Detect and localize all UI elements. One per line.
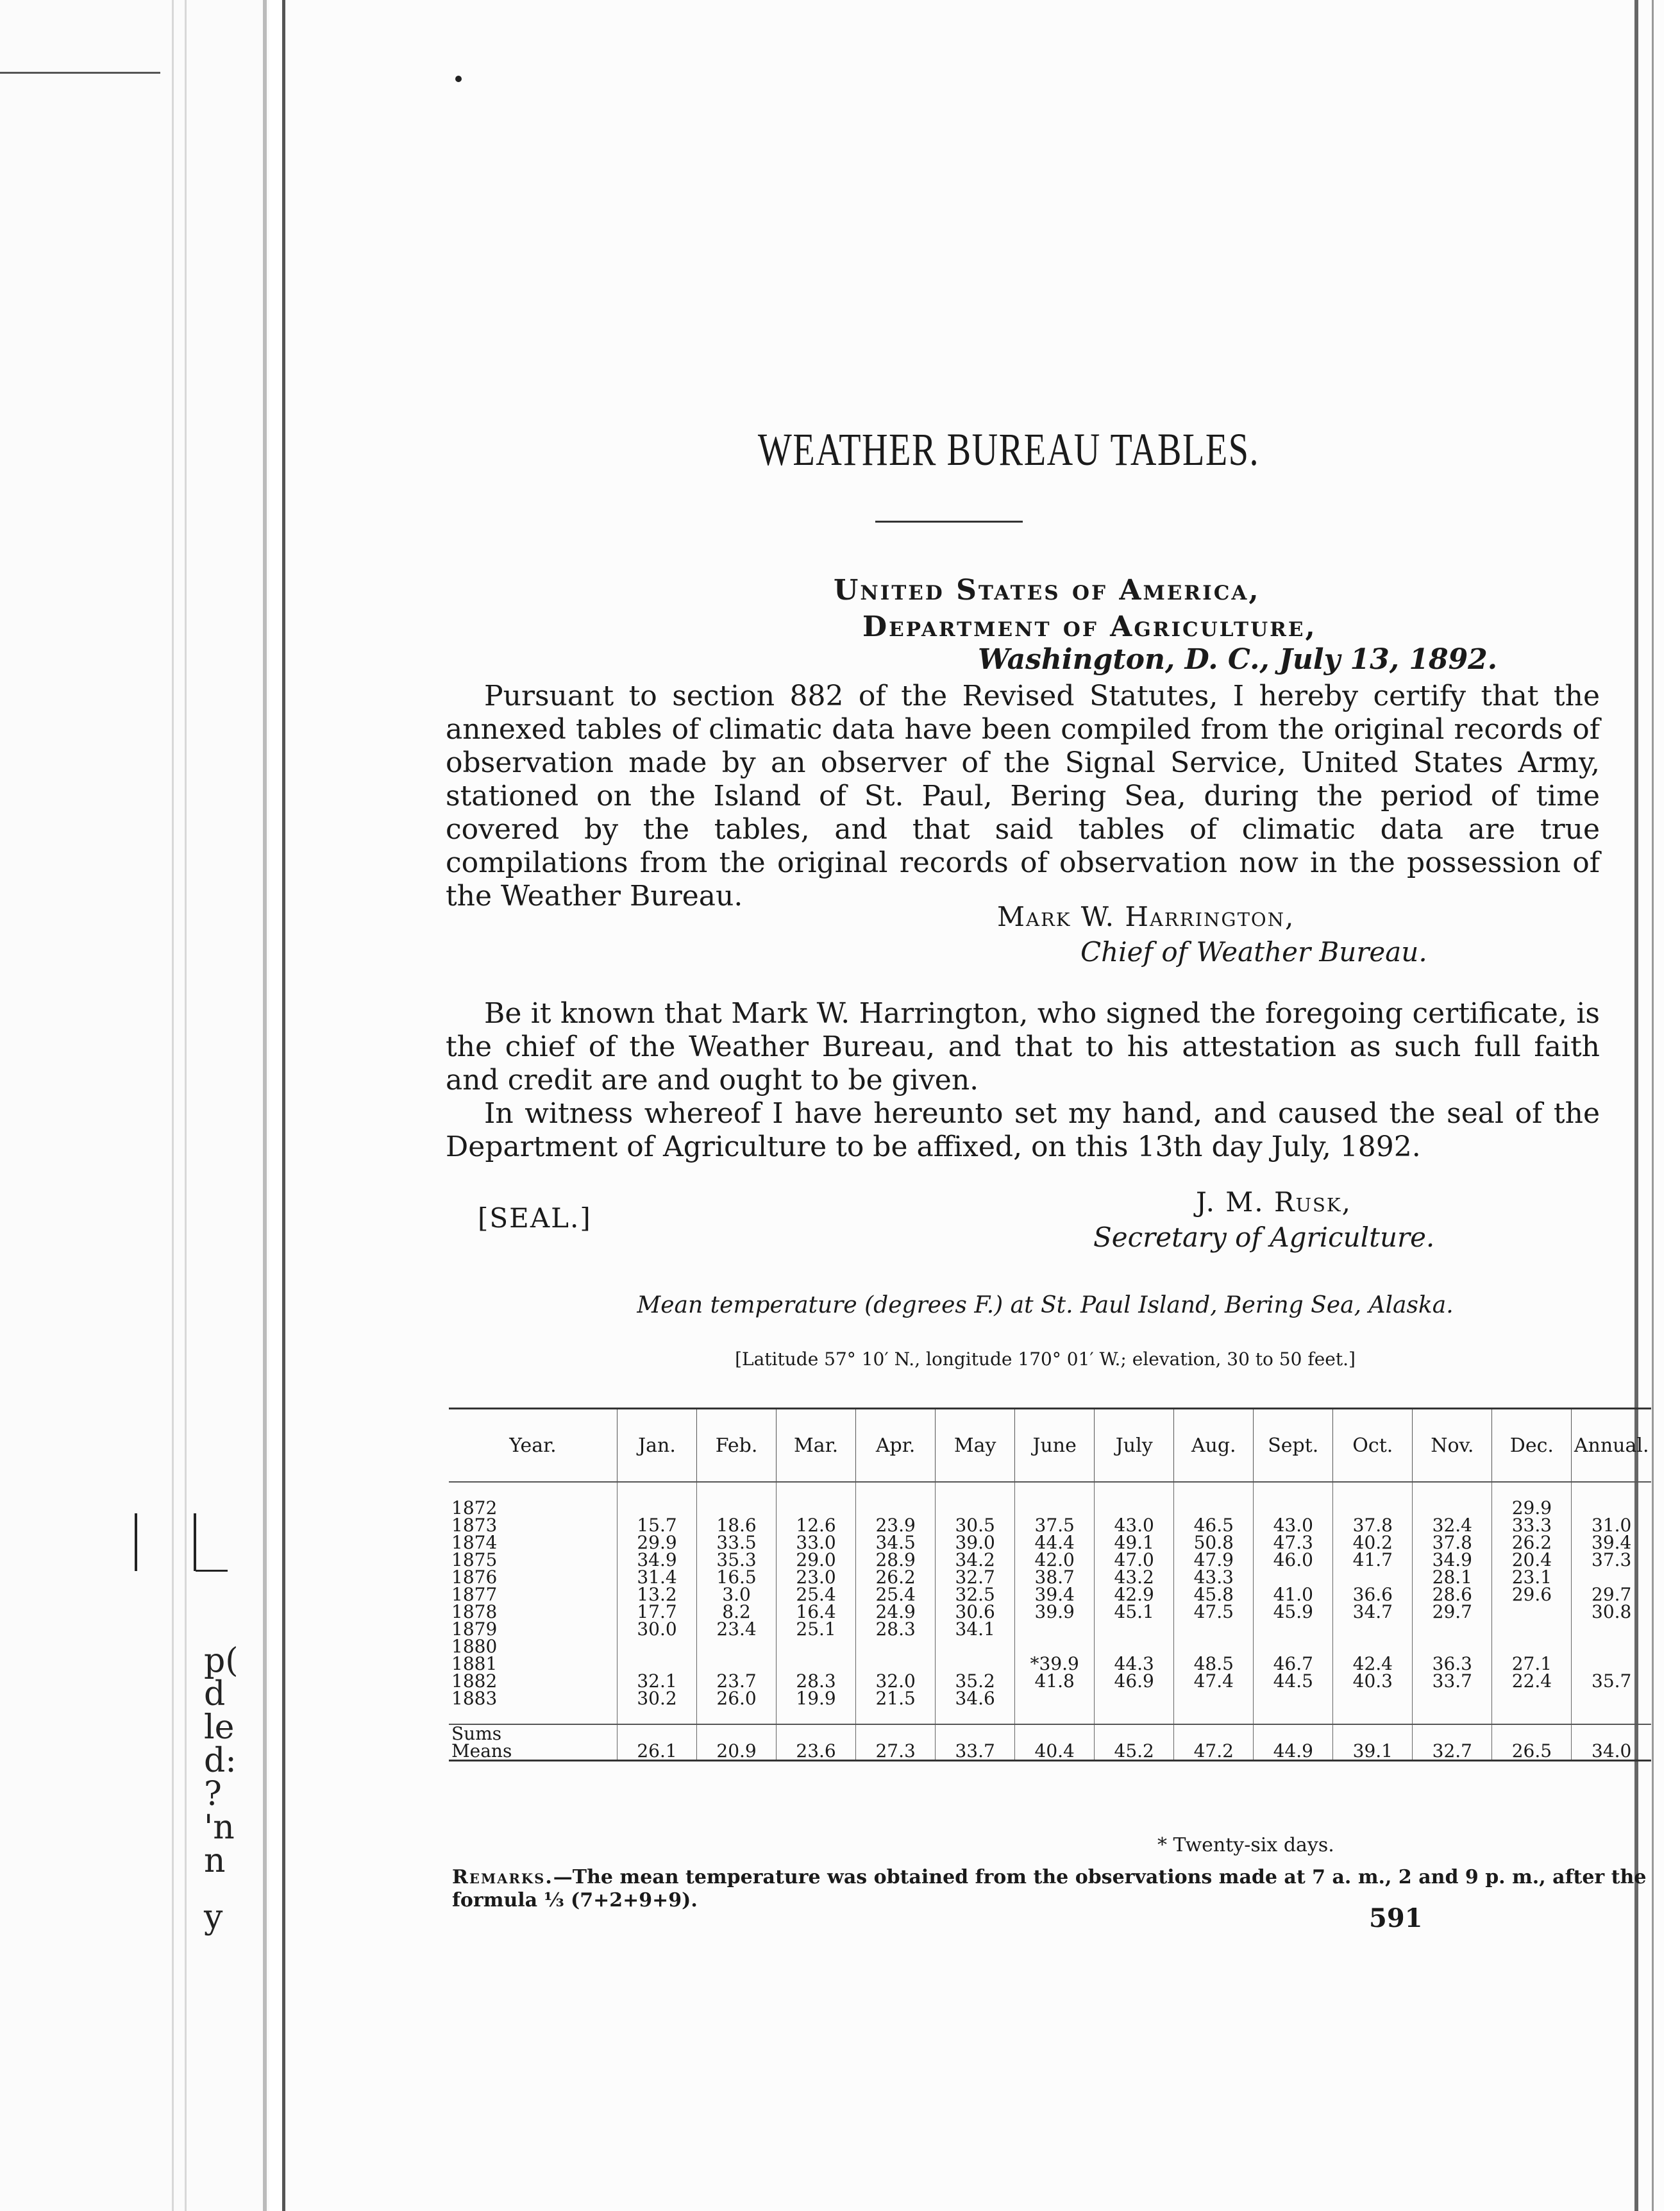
print-speck	[455, 76, 462, 82]
value-cell: 46.0	[1254, 1551, 1333, 1568]
value-cell	[1333, 1638, 1413, 1655]
certificate-text: Pursuant to section 882 of the Revised Statutes, I hereby certify that the annexed tables of climatic data have been compiled from the original records of observation made by an observer of the Signal Service, United States Army, stationed on the Island of St. Paul, Bering Sea, during the period of time covered by the tables, and that said tables of climatic data are true compilations from the original records of observation now in the possession of the Weather Bureau.	[446, 680, 1600, 912]
value-cell: 46.9	[1095, 1672, 1174, 1690]
mean-value-cell: 32.7	[1413, 1742, 1492, 1761]
footnote: * Twenty-six days.	[1157, 1834, 1334, 1856]
value-cell	[1572, 1620, 1651, 1638]
value-cell: 33.7	[1413, 1672, 1492, 1690]
value-cell: 3.0	[697, 1586, 777, 1603]
year-cell: 1883	[451, 1690, 498, 1707]
year-cell: 1872	[451, 1499, 498, 1517]
value-cell: 31.0	[1572, 1517, 1651, 1534]
left-fragment: p(	[204, 1642, 239, 1680]
mean-value-cell: 23.6	[777, 1742, 856, 1761]
value-cell: 23.9	[856, 1517, 936, 1534]
value-cell: 26.0	[697, 1690, 777, 1707]
value-cell	[1254, 1568, 1333, 1586]
value-cell: 28.9	[856, 1551, 936, 1568]
mean-value-cell: 47.2	[1174, 1742, 1254, 1761]
remarks-text: —The mean temperature was obtained from the observations made at 7 a. m., 2 and 9 p. m., after the formula ⅓ (7+2+9+9).	[452, 1866, 1647, 1912]
value-cell: 30.0	[617, 1620, 697, 1638]
value-cell	[1333, 1620, 1413, 1638]
value-cell: 47.0	[1095, 1551, 1174, 1568]
table-caption: Mean temperature (degrees F.) at St. Paul Island, Bering Sea, Alaska.	[637, 1292, 1454, 1318]
sums-row	[449, 1724, 1651, 1742]
value-cell: 34.9	[617, 1551, 697, 1568]
value-cell: 35.2	[936, 1672, 1015, 1690]
value-cell: 30.6	[936, 1603, 1015, 1620]
value-cell	[1015, 1620, 1095, 1638]
value-cell: 47.4	[1174, 1672, 1254, 1690]
signer1-name: Mark W. Harrington,	[997, 901, 1295, 932]
year-cell: 1882	[451, 1672, 498, 1690]
value-cell	[936, 1638, 1015, 1655]
value-cell: 25.1	[777, 1620, 856, 1638]
value-cell: 38.7	[1015, 1568, 1095, 1586]
value-cell: 23.7	[697, 1672, 777, 1690]
value-cell	[1492, 1603, 1572, 1620]
mean-value-cell: 34.0	[1572, 1742, 1651, 1761]
value-cell: 48.5	[1174, 1655, 1254, 1672]
mean-value-cell: 26.1	[617, 1742, 697, 1761]
value-cell: 30.2	[617, 1690, 697, 1707]
table-row	[449, 1690, 1651, 1707]
value-cell	[1572, 1568, 1651, 1586]
left-fragment: n	[204, 1842, 226, 1880]
signer1-title: Chief of Weather Bureau.	[1080, 936, 1427, 968]
year-cell: 1877	[451, 1586, 498, 1603]
value-cell: 33.5	[697, 1534, 777, 1551]
column-header: Aug.	[1174, 1409, 1254, 1483]
table-spacer-row	[449, 1482, 1651, 1499]
mean-value-cell: 27.3	[856, 1742, 936, 1761]
value-cell	[697, 1638, 777, 1655]
value-cell	[1413, 1620, 1492, 1638]
column-header: Annual.	[1572, 1409, 1651, 1483]
page-title: WEATHER BUREAU TABLES.	[757, 424, 1260, 475]
left-facing-page	[0, 0, 269, 2211]
value-cell	[617, 1638, 697, 1655]
value-cell: 35.7	[1572, 1672, 1651, 1690]
value-cell: 39.9	[1015, 1603, 1095, 1620]
page-edge-line	[172, 0, 174, 2211]
value-cell	[936, 1499, 1015, 1517]
value-cell: 43.2	[1095, 1568, 1174, 1586]
left-fragment: d	[204, 1675, 226, 1713]
value-cell	[1174, 1690, 1254, 1707]
value-cell: 29.0	[777, 1551, 856, 1568]
value-cell: 28.1	[1413, 1568, 1492, 1586]
table-row	[449, 1672, 1651, 1690]
table-row	[449, 1655, 1651, 1672]
value-cell: 41.0	[1254, 1586, 1333, 1603]
value-cell	[617, 1499, 697, 1517]
value-cell: 30.8	[1572, 1603, 1651, 1620]
value-cell: 40.2	[1333, 1534, 1413, 1551]
value-cell: 15.7	[617, 1517, 697, 1534]
value-cell: 46.5	[1174, 1517, 1254, 1534]
year-cell: 1881	[451, 1655, 498, 1672]
value-cell	[1015, 1690, 1095, 1707]
year-cell: 1874	[451, 1534, 498, 1551]
value-cell	[697, 1655, 777, 1672]
left-fragment: le	[204, 1708, 235, 1747]
value-cell: 42.0	[1015, 1551, 1095, 1568]
address-date: Washington, D. C., July 13, 1892.	[978, 643, 1498, 676]
column-header: Mar.	[777, 1409, 856, 1483]
remarks-label: Remarks.	[452, 1866, 553, 1888]
value-cell: 27.1	[1492, 1655, 1572, 1672]
value-cell: 26.2	[856, 1568, 936, 1586]
edge-mark	[194, 1513, 196, 1571]
value-cell	[1572, 1690, 1651, 1707]
value-cell	[1413, 1638, 1492, 1655]
value-cell: 32.4	[1413, 1517, 1492, 1534]
table-row	[449, 1568, 1651, 1586]
year-cell: 1873	[451, 1517, 498, 1534]
value-cell: 26.2	[1492, 1534, 1572, 1551]
value-cell	[1174, 1638, 1254, 1655]
value-cell: 32.7	[936, 1568, 1015, 1586]
page-number: 591	[1369, 1903, 1423, 1933]
value-cell: 8.2	[697, 1603, 777, 1620]
value-cell	[777, 1638, 856, 1655]
value-cell: 47.5	[1174, 1603, 1254, 1620]
value-cell	[1015, 1499, 1095, 1517]
value-cell: 29.7	[1572, 1586, 1651, 1603]
value-cell: 21.5	[856, 1690, 936, 1707]
value-cell	[1572, 1638, 1651, 1655]
table-spacer-row	[449, 1707, 1651, 1724]
value-cell	[777, 1499, 856, 1517]
document-page	[282, 0, 1664, 2211]
means-label: Means	[451, 1742, 512, 1761]
column-header: Nov.	[1413, 1409, 1492, 1483]
mean-value-cell: 20.9	[697, 1742, 777, 1761]
table-row	[449, 1551, 1651, 1568]
value-cell	[697, 1499, 777, 1517]
value-cell	[1492, 1620, 1572, 1638]
value-cell: 37.5	[1015, 1517, 1095, 1534]
value-cell: *39.9	[1015, 1655, 1095, 1672]
value-cell	[1095, 1620, 1174, 1638]
value-cell	[1095, 1638, 1174, 1655]
value-cell: 28.3	[777, 1672, 856, 1690]
value-cell: 50.8	[1174, 1534, 1254, 1551]
value-cell	[1333, 1568, 1413, 1586]
value-cell: 43.3	[1174, 1568, 1254, 1586]
value-cell	[856, 1638, 936, 1655]
mean-value-cell: 45.2	[1095, 1742, 1174, 1761]
value-cell: 46.7	[1254, 1655, 1333, 1672]
value-cell: 49.1	[1095, 1534, 1174, 1551]
value-cell	[617, 1655, 697, 1672]
mean-value-cell: 26.5	[1492, 1742, 1572, 1761]
attestation-paragraph	[446, 997, 1600, 1164]
value-cell: 41.7	[1333, 1551, 1413, 1568]
witness-text: In witness whereof I have hereunto set my hand, and caused the seal of the Department of Agriculture to be affixed, on this 13th day July, 1892.	[446, 1097, 1600, 1163]
value-cell	[1492, 1690, 1572, 1707]
value-cell: 34.7	[1333, 1603, 1413, 1620]
value-cell: 29.7	[1413, 1603, 1492, 1620]
value-cell: 45.1	[1095, 1603, 1174, 1620]
value-cell: 30.5	[936, 1517, 1015, 1534]
table-row	[449, 1586, 1651, 1603]
seal-label: [SEAL.]	[478, 1202, 592, 1234]
value-cell: 34.6	[936, 1690, 1015, 1707]
left-fragment: ?	[204, 1775, 222, 1813]
edge-rule	[0, 72, 160, 74]
column-header: Feb.	[697, 1409, 777, 1483]
value-cell: 23.0	[777, 1568, 856, 1586]
value-cell: 16.4	[777, 1603, 856, 1620]
value-cell	[1095, 1499, 1174, 1517]
value-cell: 47.3	[1254, 1534, 1333, 1551]
year-cell: 1878	[451, 1603, 498, 1620]
left-fragment: d:	[204, 1742, 237, 1780]
value-cell	[1413, 1690, 1492, 1707]
mean-value-cell: 33.7	[936, 1742, 1015, 1761]
signer2-name: J. M. Rusk,	[1196, 1186, 1352, 1218]
address-department: Department of Agriculture,	[862, 610, 1317, 643]
value-cell: 42.4	[1333, 1655, 1413, 1672]
value-cell	[1174, 1499, 1254, 1517]
value-cell: 39.4	[1572, 1534, 1651, 1551]
page-edge-line	[185, 0, 187, 2211]
table-header-row	[449, 1409, 1651, 1483]
remarks	[452, 1866, 1658, 1912]
means-row	[449, 1742, 1651, 1761]
value-cell: 28.6	[1413, 1586, 1492, 1603]
value-cell: 34.2	[936, 1551, 1015, 1568]
temperature-table	[449, 1408, 1651, 1761]
value-cell	[856, 1655, 936, 1672]
column-header: Sept.	[1254, 1409, 1333, 1483]
left-fragment: y	[204, 1898, 223, 1937]
address-country: United States of America,	[834, 574, 1261, 607]
year-cell: 1879	[451, 1620, 498, 1638]
value-cell	[1095, 1690, 1174, 1707]
value-cell: 39.0	[936, 1534, 1015, 1551]
value-cell	[1254, 1620, 1333, 1638]
value-cell: 24.9	[856, 1603, 936, 1620]
table-subcaption: [Latitude 57° 10′ N., longitude 170° 01′ W.; elevation, 30 to 50 feet.]	[735, 1349, 1356, 1370]
value-cell: 41.8	[1015, 1672, 1095, 1690]
certificate-paragraph	[446, 680, 1600, 913]
value-cell	[1572, 1655, 1651, 1672]
value-cell: 43.0	[1095, 1517, 1174, 1534]
value-cell: 45.9	[1254, 1603, 1333, 1620]
value-cell: 31.4	[617, 1568, 697, 1586]
column-header: June	[1015, 1409, 1095, 1483]
value-cell	[1254, 1638, 1333, 1655]
value-cell: 42.9	[1095, 1586, 1174, 1603]
value-cell: 28.3	[856, 1620, 936, 1638]
value-cell	[1572, 1499, 1651, 1517]
value-cell: 36.6	[1333, 1586, 1413, 1603]
value-cell: 23.1	[1492, 1568, 1572, 1586]
value-cell: 19.9	[777, 1690, 856, 1707]
value-cell	[1333, 1499, 1413, 1517]
table-row	[449, 1499, 1651, 1517]
value-cell: 32.5	[936, 1586, 1015, 1603]
value-cell: 34.1	[936, 1620, 1015, 1638]
value-cell: 17.7	[617, 1603, 697, 1620]
value-cell	[936, 1655, 1015, 1672]
value-cell: 13.2	[617, 1586, 697, 1603]
edge-mark	[196, 1570, 228, 1572]
value-cell: 44.4	[1015, 1534, 1095, 1551]
signer2-title: Secretary of Agriculture.	[1093, 1222, 1435, 1253]
value-cell	[777, 1655, 856, 1672]
value-cell: 22.4	[1492, 1672, 1572, 1690]
value-cell: 40.3	[1333, 1672, 1413, 1690]
mean-value-cell: 44.9	[1254, 1742, 1333, 1761]
column-header: Jan.	[617, 1409, 697, 1483]
value-cell	[1333, 1690, 1413, 1707]
value-cell: 12.6	[777, 1517, 856, 1534]
value-cell: 37.3	[1572, 1551, 1651, 1568]
table-row	[449, 1534, 1651, 1551]
table-row	[449, 1603, 1651, 1620]
sums-label: Sums	[451, 1724, 502, 1742]
value-cell: 37.8	[1333, 1517, 1413, 1534]
value-cell: 44.3	[1095, 1655, 1174, 1672]
column-header: May	[936, 1409, 1015, 1483]
mean-value-cell: 40.4	[1015, 1742, 1095, 1761]
value-cell: 36.3	[1413, 1655, 1492, 1672]
value-cell	[1413, 1499, 1492, 1517]
value-cell: 45.8	[1174, 1586, 1254, 1603]
value-cell	[1015, 1638, 1095, 1655]
value-cell: 33.3	[1492, 1517, 1572, 1534]
value-cell	[1254, 1499, 1333, 1517]
column-header: Dec.	[1492, 1409, 1572, 1483]
year-cell: 1880	[451, 1638, 498, 1655]
page-edge-line	[263, 0, 267, 2211]
value-cell: 44.5	[1254, 1672, 1333, 1690]
title-rule	[875, 521, 1023, 523]
table-row	[449, 1620, 1651, 1638]
value-cell: 25.4	[777, 1586, 856, 1603]
value-cell	[1174, 1620, 1254, 1638]
left-fragment: 'n	[204, 1808, 235, 1847]
value-cell: 39.4	[1015, 1586, 1095, 1603]
year-cell: 1876	[451, 1568, 498, 1586]
column-header: Oct.	[1333, 1409, 1413, 1483]
value-cell: 32.1	[617, 1672, 697, 1690]
value-cell	[856, 1499, 936, 1517]
table-row	[449, 1517, 1651, 1534]
year-cell: 1875	[451, 1551, 498, 1568]
value-cell: 16.5	[697, 1568, 777, 1586]
value-cell: 32.0	[856, 1672, 936, 1690]
column-header: Year.	[509, 1434, 557, 1457]
value-cell: 34.9	[1413, 1551, 1492, 1568]
column-header: July	[1095, 1409, 1174, 1483]
attestation-text: Be it known that Mark W. Harrington, who signed the foregoing certificate, is the chief of the Weather Bureau, and that to his attestation as such full faith and credit are and ought to be given.	[446, 997, 1600, 1097]
value-cell: 29.9	[617, 1534, 697, 1551]
value-cell	[1254, 1690, 1333, 1707]
value-cell	[1492, 1638, 1572, 1655]
value-cell: 33.0	[777, 1534, 856, 1551]
value-cell: 34.5	[856, 1534, 936, 1551]
edge-mark	[135, 1513, 137, 1571]
mean-value-cell: 39.1	[1333, 1742, 1413, 1761]
table-row	[449, 1638, 1651, 1655]
value-cell: 37.8	[1413, 1534, 1492, 1551]
value-cell: 29.6	[1492, 1586, 1572, 1603]
value-cell: 35.3	[697, 1551, 777, 1568]
column-header: Apr.	[856, 1409, 936, 1483]
value-cell: 43.0	[1254, 1517, 1333, 1534]
value-cell: 47.9	[1174, 1551, 1254, 1568]
value-cell: 29.9	[1492, 1499, 1572, 1517]
value-cell: 23.4	[697, 1620, 777, 1638]
value-cell: 18.6	[697, 1517, 777, 1534]
value-cell: 20.4	[1492, 1551, 1572, 1568]
value-cell: 25.4	[856, 1586, 936, 1603]
